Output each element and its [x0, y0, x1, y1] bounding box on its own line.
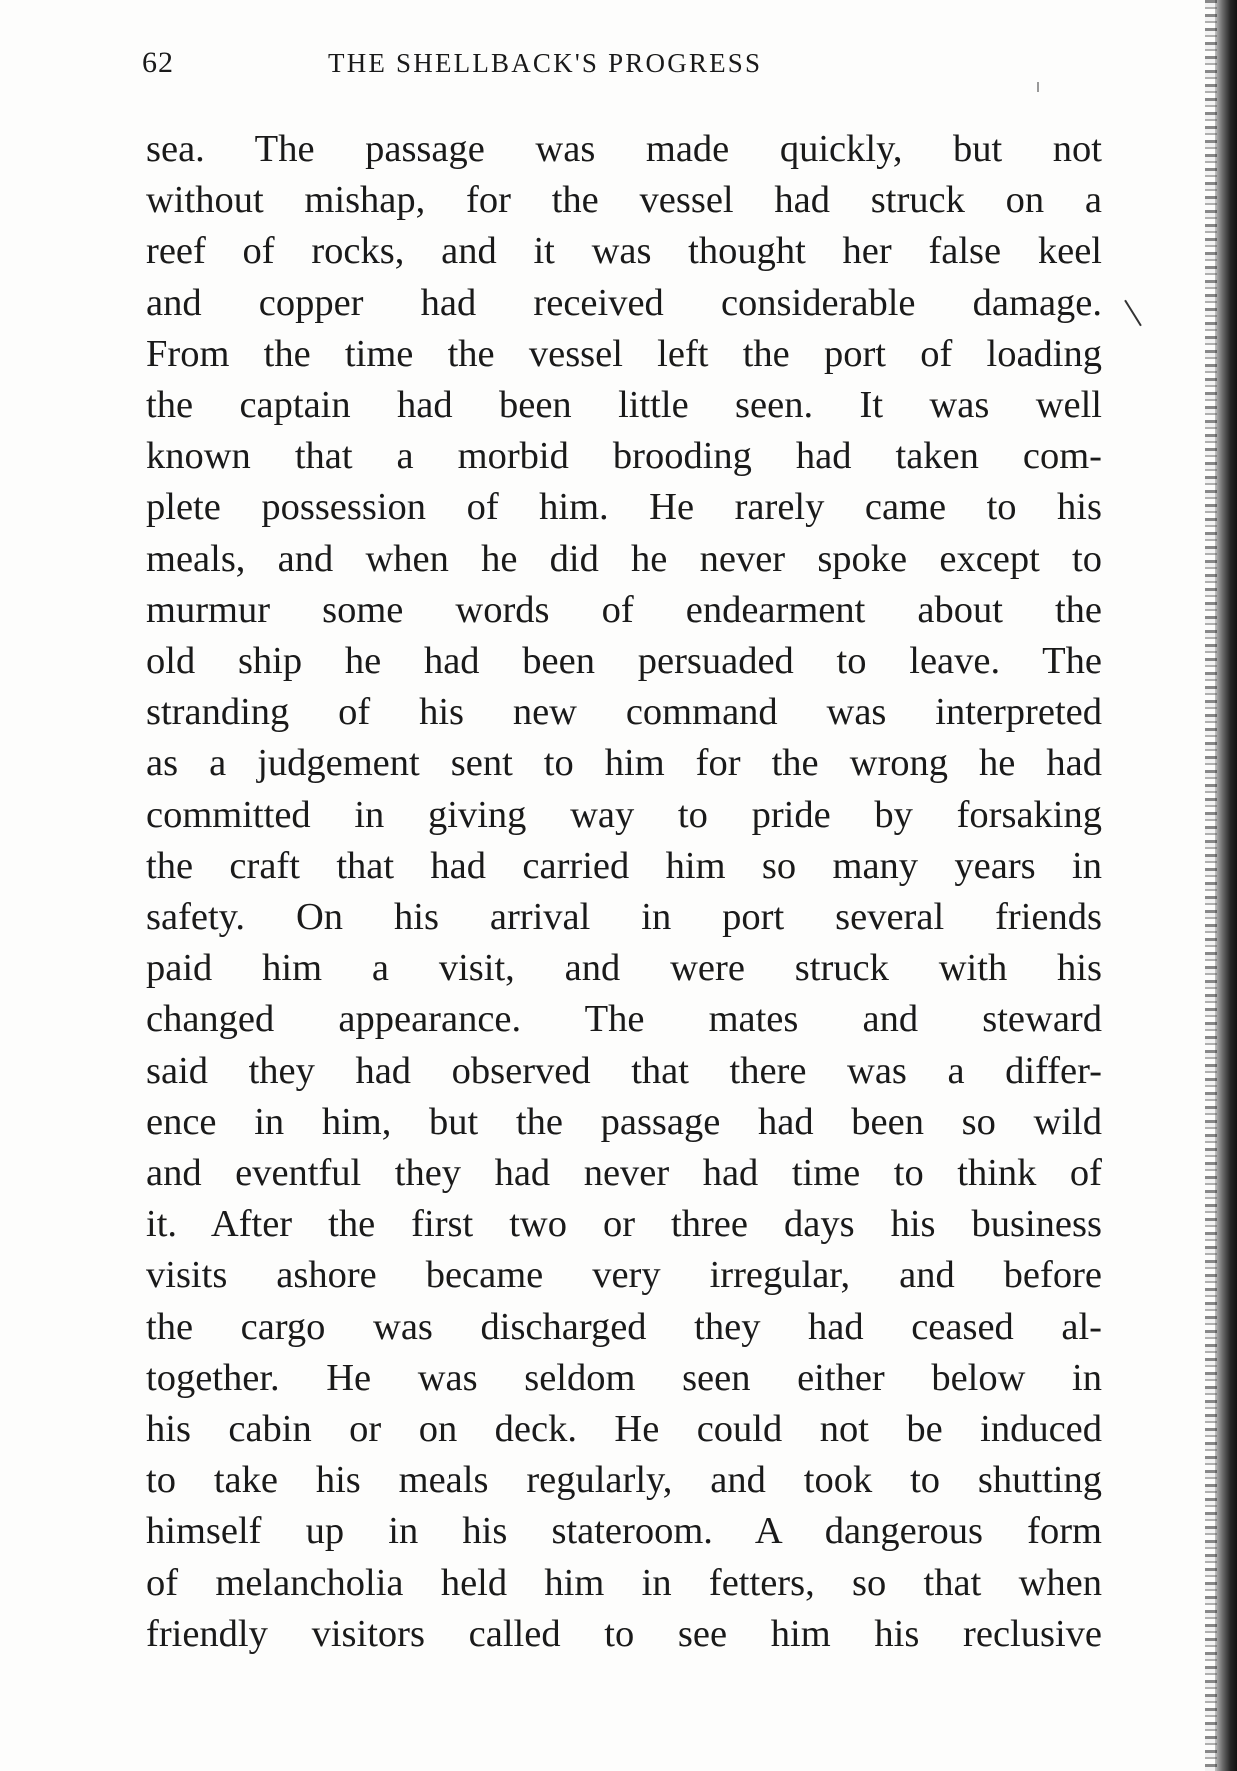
text-line: ence in him, but the passage had been so wild: [146, 1100, 1102, 1143]
page-header: [142, 46, 1102, 90]
text-line: plete possession of him. He rarely came to his: [146, 486, 1102, 529]
text-line: paid him a visit, and were struck with his: [146, 947, 1102, 990]
text-line: of melancholia held him in fetters, so that when: [146, 1561, 1102, 1604]
running-title: THE SHELLBACK'S PROGRESS: [328, 48, 763, 78]
text-line: it. After the first two or three days his business: [146, 1203, 1102, 1246]
text-line: friendly visitors called to see him his reclusive: [146, 1612, 1102, 1655]
text-line: said they had observed that there was a differ-: [146, 1049, 1102, 1092]
text-line: stranding of his new command was interpreted: [146, 691, 1102, 734]
text-line: committed in giving way to pride by forsaking: [146, 793, 1102, 836]
text-line: the cargo was discharged they had ceased al-: [146, 1305, 1102, 1348]
text-line: From the time the vessel left the port of loading: [146, 332, 1102, 375]
body-text: [146, 124, 1102, 1660]
margin-dot-mark: [1037, 82, 1039, 92]
margin-stroke-mark: [1124, 300, 1142, 327]
text-line: and eventful they had never had time to think of: [146, 1152, 1102, 1195]
text-line: meals, and when he did he never spoke except to: [146, 537, 1102, 580]
text-line: sea. The passage was made quickly, but not: [146, 128, 1102, 170]
text-line: the captain had been little seen. It was well: [146, 384, 1102, 427]
text-line: old ship he had been persuaded to leave. The: [146, 640, 1102, 683]
text-line: and copper had received considerable damage.: [146, 281, 1102, 324]
scan-edge-shadow: [1215, 0, 1237, 1771]
text-line: changed appearance. The mates and steward: [146, 998, 1102, 1041]
text-line: his cabin or on deck. He could not be induced: [146, 1408, 1102, 1451]
text-line: murmur some words of endearment about the: [146, 588, 1102, 631]
text-line: as a judgement sent to him for the wrong he had: [146, 742, 1102, 785]
page-number: 62: [142, 46, 174, 79]
text-line: the craft that had carried him so many years in: [146, 844, 1102, 887]
text-line: himself up in his stateroom. A dangerous form: [146, 1510, 1102, 1553]
text-line: without mishap, for the vessel had struck on a: [146, 179, 1102, 222]
text-line: reef of rocks, and it was thought her false keel: [146, 230, 1102, 273]
text-line: safety. On his arrival in port several friends: [146, 896, 1102, 939]
text-line: to take his meals regularly, and took to shutting: [146, 1459, 1102, 1502]
text-line: visits ashore became very irregular, and before: [146, 1254, 1102, 1297]
text-line: known that a morbid brooding had taken com-: [146, 435, 1102, 478]
text-line: together. He was seldom seen either below in: [146, 1356, 1102, 1399]
